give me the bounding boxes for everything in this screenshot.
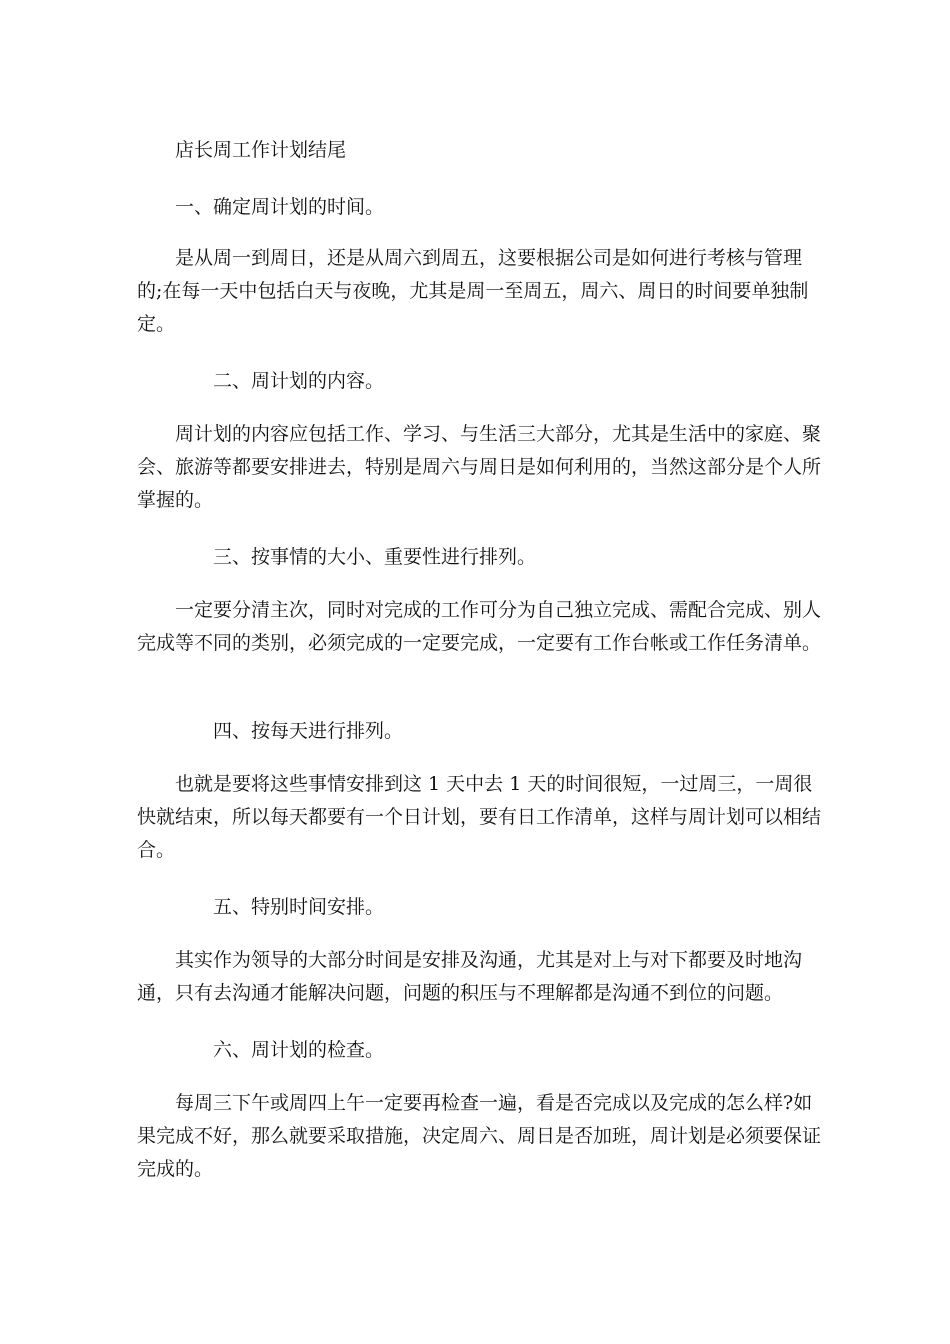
section-3-heading: 三、按事情的大小、重要性进行排列。: [213, 546, 537, 568]
section-4-body: 也就是要将这些事情安排到这 1 天中去 1 天的时间很短，一过周三，一周很快就结束，所以每天都要有一个日计划，要有日工作清单，这样与周计划可以相结合。: [137, 773, 822, 861]
section-4-heading: 四、按每天进行排列。: [213, 720, 404, 742]
section-1-body: 是从周一到周日，还是从周六到周五，这要根据公司是如何进行考核与管理的;在每一天中包括白天与夜晚，尤其是周一至周五，周六、周日的时间要单独制定。: [137, 247, 809, 335]
section-6-heading: 六、周计划的检查。: [213, 1039, 385, 1061]
section-2-body: 周计划的内容应包括工作、学习、与生活三大部分，尤其是生活中的家庭、聚会、旅游等都要安排进去，特别是周六与周日是如何利用的，当然这部分是个人所掌握的。: [137, 423, 822, 511]
section-3-body: 一定要分清主次，同时对完成的工作可分为自己独立完成、需配合完成、别人完成等不同的类别，必须完成的一定要完成，一定要有工作台帐或工作任务清单。: [137, 599, 822, 654]
document-title: 店长周工作计划结尾: [175, 139, 347, 161]
section-5-body: 其实作为领导的大部分时间是安排及沟通，尤其是对上与对下都要及时地沟通，只有去沟通才能解决问题，问题的积压与不理解都是沟通不到位的问题。: [137, 949, 803, 1004]
section-1-heading: 一、确定周计划的时间。: [175, 196, 385, 218]
section-2-heading: 二、周计划的内容。: [213, 370, 385, 392]
section-6-body: 每周三下午或周四上午一定要再检查一遍，看是否完成以及完成的怎么样?如果完成不好，那么就要采取措施，决定周六、周日是否加班，周计划是必须要保证完成的。: [137, 1092, 822, 1180]
section-5-heading: 五、特别时间安排。: [213, 896, 385, 918]
